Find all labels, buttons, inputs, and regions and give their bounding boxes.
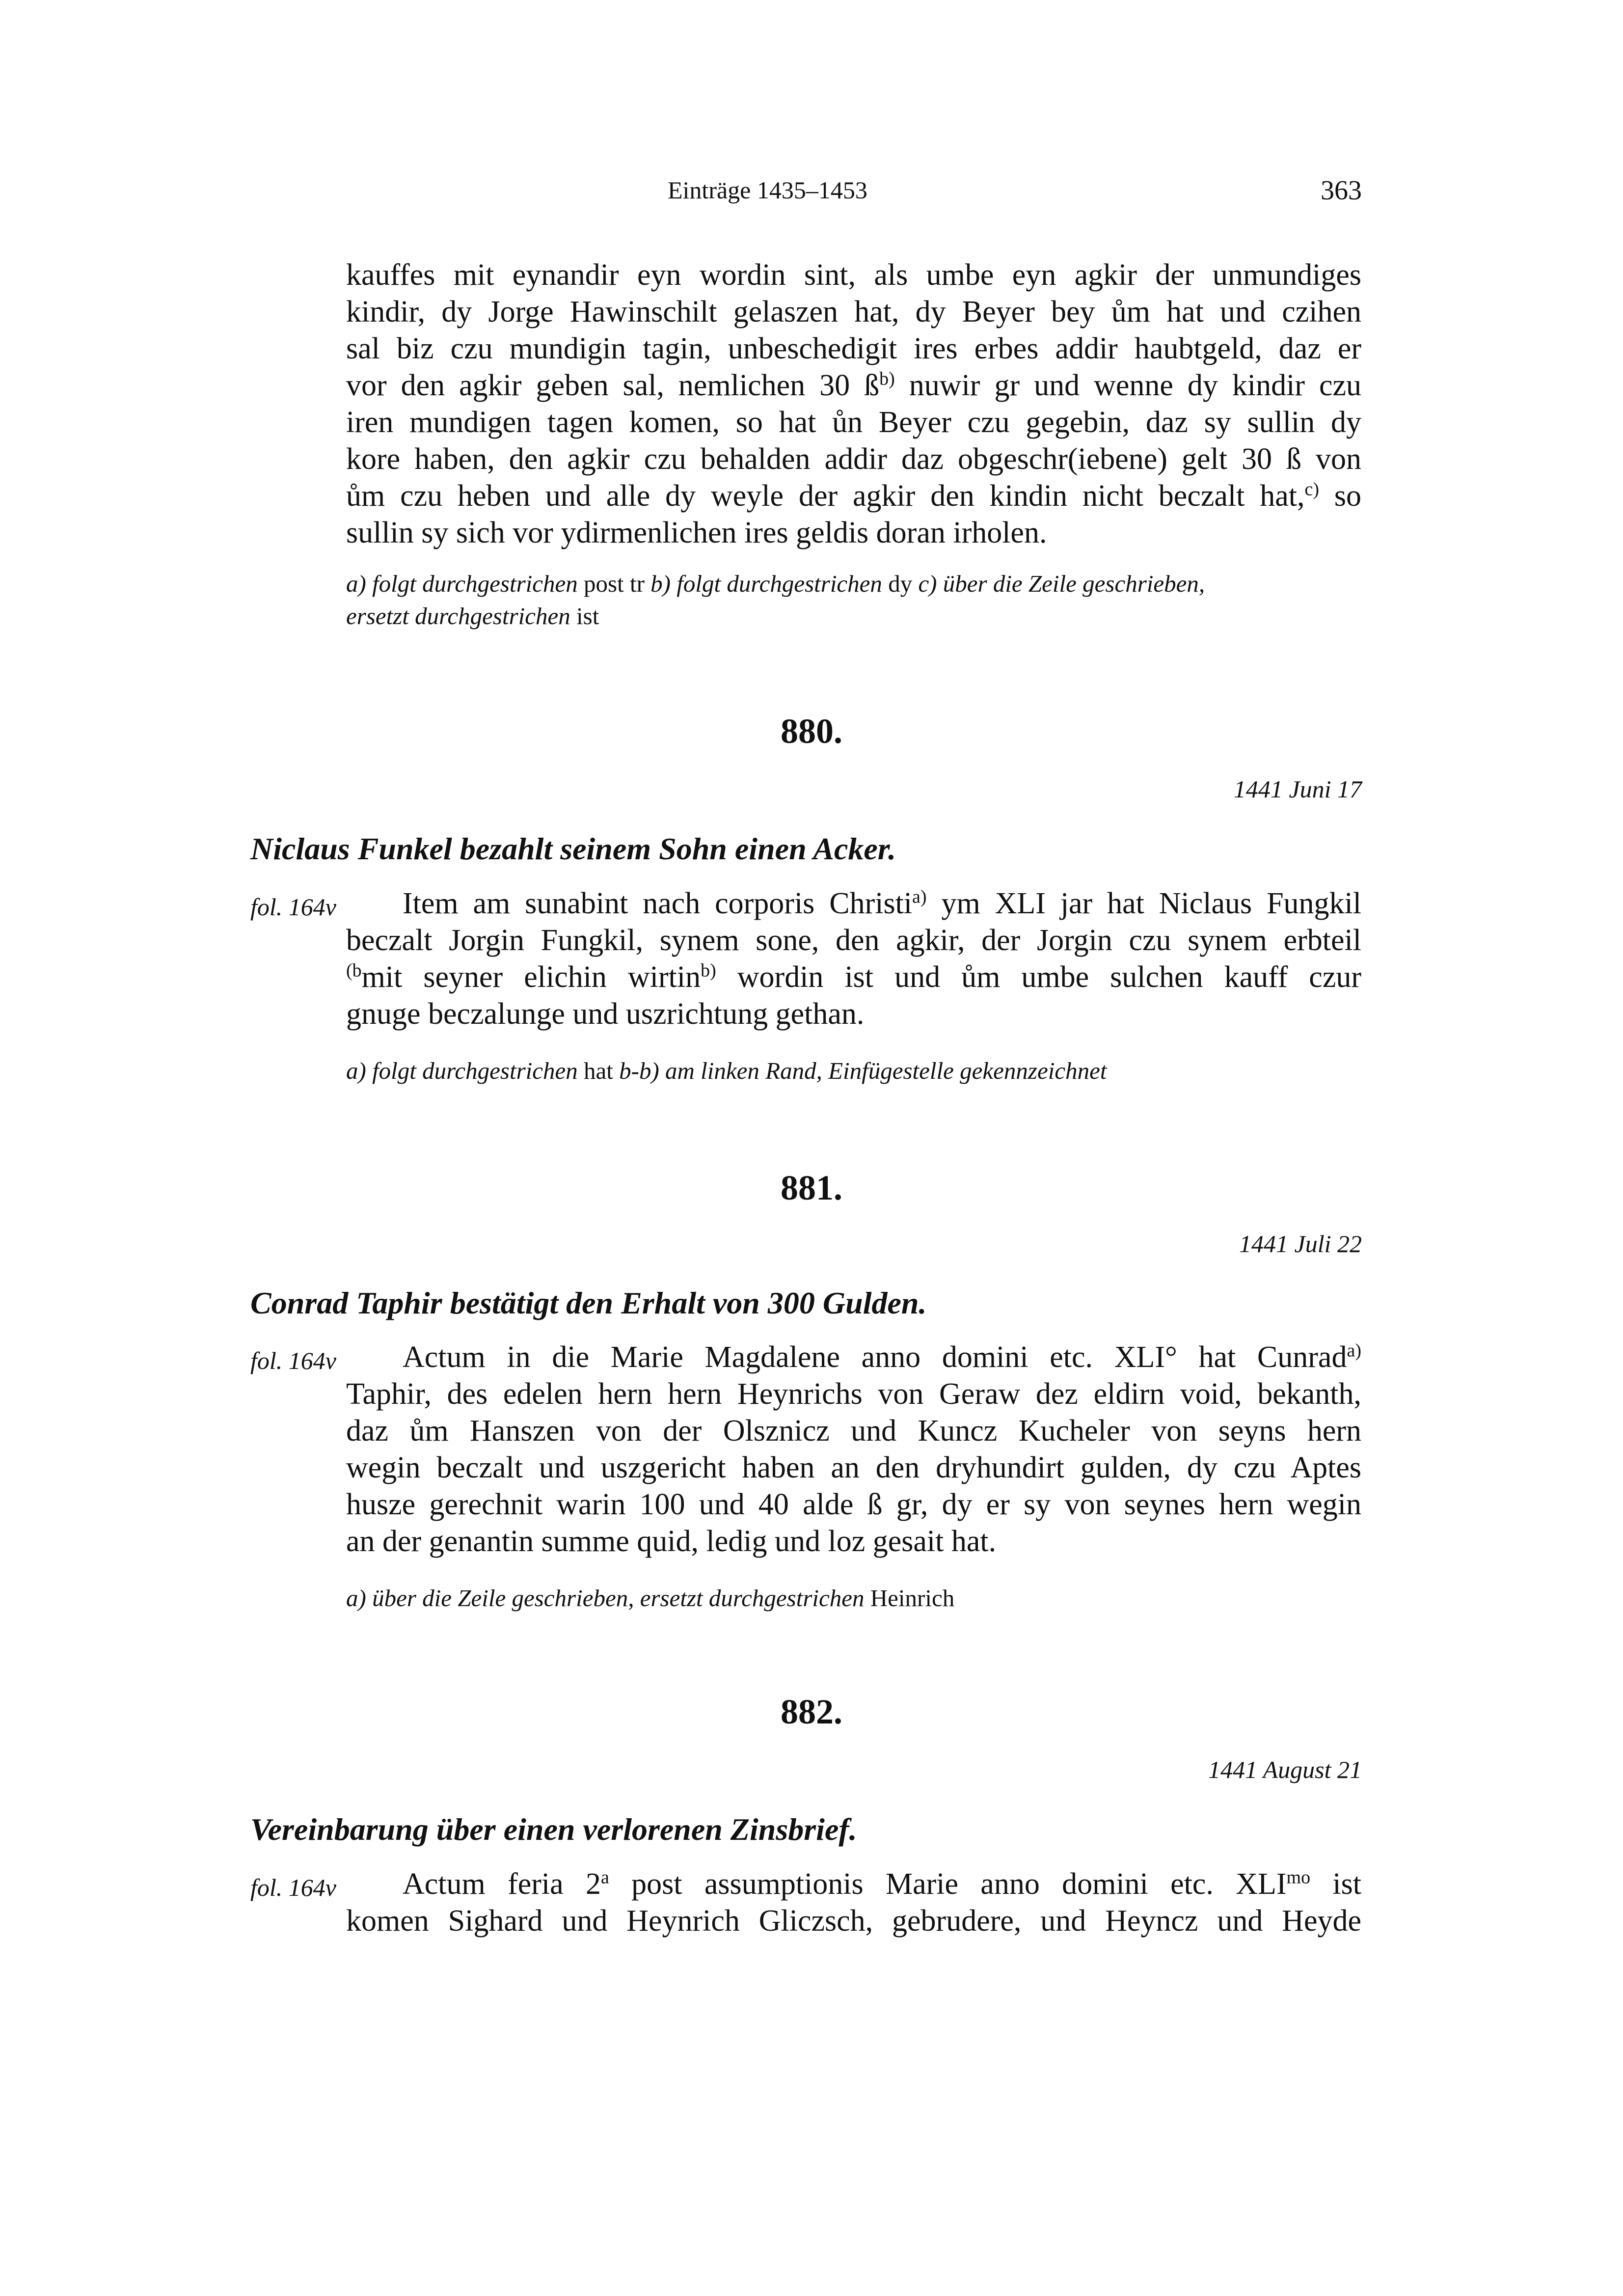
apparatus-notes: a) folgt durchgestrichen post tr b) folgt durchgestrichen dy c) über die Zeile geschrieben, ersetzt durchgestrichen ist — [346, 570, 1205, 629]
apparatus-notes: a) folgt durchgestrichen hat b-b) am linken Rand, Einfügestelle gekennzeichnet — [346, 1057, 1107, 1084]
footnote-marker: b) — [879, 368, 895, 389]
text-line: Actum feria 2$^a$ post assumptionis Marie anno domini etc. $XLI^{mo}$ ist — [403, 1867, 1361, 1901]
text-line: vor den agkir geben sal, nemlichen 30 $ß^{b)}$ nuwir gr und wenne dy kindir czu — [346, 368, 1361, 402]
text-line: sullin sy sich vor ydirmenlichen ires geldis doran irholen. — [346, 516, 1047, 549]
entry-text — [346, 1339, 1361, 1560]
running-title: Einträge 1435–1453 — [668, 176, 867, 204]
footnote-marker: a) — [1347, 1340, 1361, 1361]
text-line: an der genantin summe quid, ledig und loz gesait hat. — [346, 1525, 997, 1558]
entry-title: Conrad Taphir bestätigt den Erhalt von 300 Gulden. — [250, 1285, 927, 1320]
text-line: ům czu heben und alle dy weyle der agkir den kindin nicht beczalt hat,$^{c)}$ so — [346, 479, 1361, 513]
text-line: beczalt Jorgin Fungkil, synem sone, den agkir, der Jorgin czu synem erbteil — [346, 924, 1361, 957]
text-line: kauffes mit eynandir eyn wordin sint, als umbe eyn agkir der unmundiges — [346, 258, 1361, 292]
text-line: Item am sunabint nach corporis Christi$^{a)}$ ym XLI jar hat Niclaus Fungkil — [403, 886, 1362, 920]
text-line: wegin beczalt und uszgericht haben an den dryhundirt gulden, dy czu Aptes — [346, 1451, 1361, 1484]
entry-number: 880. — [781, 711, 842, 751]
text-line: sal biz czu mundigin tagin, unbeschedigit ires erbes addir haubtgeld, daz er — [346, 332, 1361, 365]
text-line: kore haben, den agkir czu behalden addir daz obgeschr(iebene) gelt 30 ß von — [346, 442, 1361, 476]
entry-date: 1441 Juni 17 — [1233, 775, 1362, 803]
entry-title: Vereinbarung über einen verlorenen Zinsbrief. — [250, 1812, 857, 1847]
text-line: Actum in die Marie Magdalene anno domini etc. XLI° hat Cunrad$^{a)}$ — [403, 1340, 1361, 1374]
folio-reference: fol. 164v — [250, 893, 336, 921]
entry-date: 1441 August 21 — [1208, 1756, 1362, 1783]
entry-text — [346, 1866, 1361, 1940]
text-line: kindir, dy Jorge Hawinschilt gelaszen hat, dy Beyer bey ům hat und czihen — [346, 295, 1361, 328]
text-line: gnuge beczalunge und uszrichtung gethan. — [346, 997, 865, 1031]
entry-title: Niclaus Funkel bezahlt seinem Sohn einen Acker. — [250, 831, 896, 866]
page-number: 363 — [1321, 175, 1362, 206]
footnote-marker: mo — [1286, 1867, 1311, 1888]
text-line: $^{(b}$mit seyner elichin wirtin$^{b)}$ wordin ist und ům umbe sulchen kauff czur — [346, 960, 1361, 994]
text-line: komen Sighard und Heynrich Gliczsch, gebrudere, und Heyncz und Heyde — [346, 1904, 1361, 1938]
continuation-paragraph — [346, 257, 1361, 551]
footnote-marker: a — [600, 1867, 609, 1888]
footnote-marker: (b — [346, 960, 362, 981]
footnote-marker: c) — [1304, 479, 1319, 500]
footnote-marker: b) — [701, 960, 716, 981]
text-line: Taphir, des edelen hern hern Heynrichs von Geraw dez eldirn void, bekanth, — [346, 1377, 1361, 1411]
folio-reference: fol. 164v — [250, 1347, 336, 1374]
entry-number: 881. — [781, 1168, 842, 1207]
apparatus-notes: a) über die Zeile geschrieben, ersetzt durchgestrichen Heinrich — [346, 1585, 955, 1612]
entry-text — [346, 885, 1361, 1033]
text-line: daz ům Hanszen von der Olsznicz und Kuncz Kucheler von seyns hern — [346, 1414, 1361, 1448]
text-line: husze gerechnit warin 100 und 40 alde ß gr, dy er sy von seynes hern wegin — [346, 1488, 1361, 1521]
folio-reference: fol. 164v — [250, 1874, 336, 1901]
entry-date: 1441 Juli 22 — [1239, 1230, 1362, 1257]
text-line: iren mundigen tagen komen, so hat ůn Beyer czu gegebin, daz sy sullin dy — [346, 406, 1361, 439]
entry-number: 882. — [781, 1692, 842, 1731]
footnote-marker: a) — [912, 886, 927, 907]
